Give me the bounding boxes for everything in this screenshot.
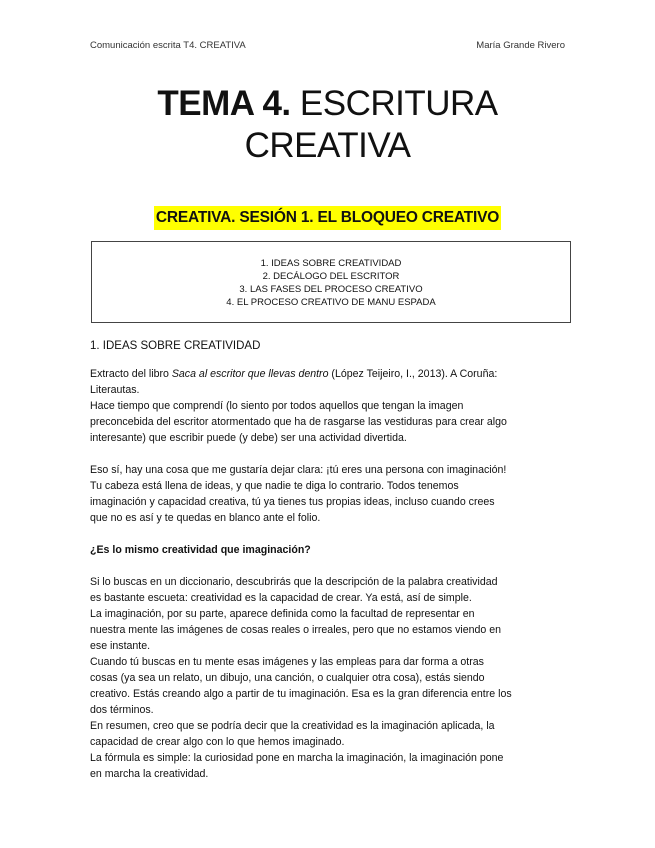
toc-item: 3. LAS FASES DEL PROCESO CREATIVO	[239, 284, 423, 295]
para3-line: Si lo buscas en un diccionario, descubrirás que la descripción de la palabra creatividad	[90, 576, 498, 588]
para3-line: dos términos.	[90, 704, 154, 716]
toc-item: 1. IDEAS SOBRE CREATIVIDAD	[260, 258, 402, 269]
para2-line: Tu cabeza está llena de ideas, y que nadie te diga lo contrario. Todos tenemos	[90, 480, 459, 492]
header-author: María Grande Rivero	[476, 40, 565, 51]
citation-line: Literautas.	[90, 384, 140, 396]
body-text	[90, 366, 570, 782]
para2-line: que no es así y te quedas en blanco ante el folio.	[90, 512, 321, 524]
table-of-contents	[91, 241, 571, 323]
para1-line: preconcebida del escritor atormentado que ha de rasgarse las vestiduras para crear algo	[90, 416, 507, 428]
toc-item: 2. DECÁLOGO DEL ESCRITOR	[262, 271, 400, 282]
citation-suffix: (López Teijeiro, I., 2013). A Coruña:	[328, 368, 498, 380]
citation-book-title: Saca al escritor que llevas dentro	[171, 368, 329, 380]
para3-line: La fórmula es simple: la curiosidad pone en marcha la imaginación, la imaginación pone	[90, 752, 504, 764]
citation-prefix: Extracto del libro	[90, 368, 172, 380]
session-subtitle: CREATIVA. SESIÓN 1. EL BLOQUEO CREATIVO	[154, 206, 501, 230]
title-light: ESCRITURA	[290, 84, 498, 123]
para3-line: en marcha la creatividad.	[90, 768, 209, 780]
page-title	[0, 83, 655, 167]
para3-line: cosas (ya sea un relato, un dibujo, una canción, o cualquier otra cosa), estás siendo	[90, 672, 485, 684]
title-strong: TEMA 4.	[157, 84, 291, 123]
para3-line: capacidad de crear algo con lo que hemos imaginado.	[90, 736, 345, 748]
para3-line: Cuando tú buscas en tu mente esas imágenes y las empleas para dar forma a otras	[90, 656, 484, 668]
para3-line: La imaginación, por su parte, aparece definida como la facultad de representar en	[90, 608, 475, 620]
header-course: Comunicación escrita T4. CREATIVA	[90, 40, 246, 51]
title-line-2: CREATIVA	[244, 126, 411, 165]
question-heading: ¿Es lo mismo creatividad que imaginación?	[90, 544, 311, 556]
section-heading: 1. IDEAS SOBRE CREATIVIDAD	[90, 340, 261, 352]
para3-line: es bastante escueta: creatividad es la capacidad de crear. Ya está, así de simple.	[90, 592, 472, 604]
citation-line	[90, 366, 570, 382]
subtitle-wrap	[0, 206, 655, 230]
para3-line: nuestra mente las imágenes de cosas reales o irreales, pero que no estamos viendo en	[90, 624, 502, 636]
para3-line: ese instante.	[90, 640, 151, 652]
para3-line: creativo. Estás creando algo a partir de tu imaginación. Esa es la gran diferencia entre los	[90, 688, 512, 700]
para1-line: interesante) que escribir puede (y debe) ser una actividad divertida.	[90, 432, 407, 444]
para2-line: imaginación y capacidad creativa, tú ya tienes tus propias ideas, incluso cuando crees	[90, 496, 495, 508]
toc-item: 4. EL PROCESO CREATIVO DE MANU ESPADA	[226, 297, 436, 308]
para3-line: En resumen, creo que se podría decir que la creatividad es la imaginación aplicada, la	[90, 720, 495, 732]
para2-line: Eso sí, hay una cosa que me gustaría dejar clara: ¡tú eres una persona con imaginación!	[90, 464, 507, 476]
title-line-1	[0, 83, 655, 125]
para1-line: Hace tiempo que comprendí (lo siento por todos aquellos que tengan la imagen	[90, 400, 464, 412]
